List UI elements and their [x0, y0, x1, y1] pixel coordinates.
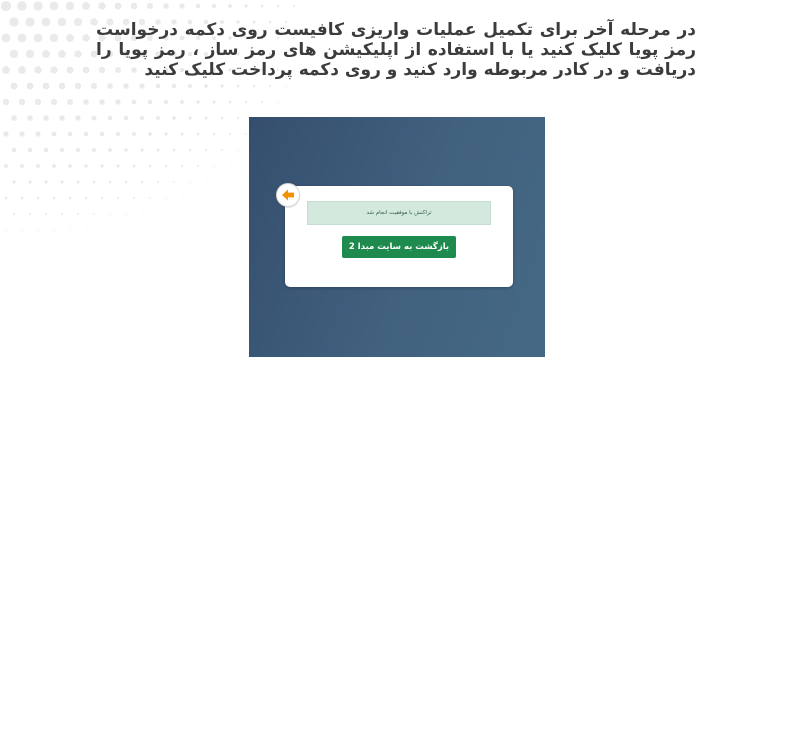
decorative-dot: [277, 5, 279, 7]
decorative-dot: [74, 18, 82, 26]
decorative-dot: [2, 34, 11, 43]
decorative-dot: [66, 2, 74, 10]
decorative-dot: [293, 5, 295, 7]
decorative-dot: [17, 1, 27, 11]
decorative-dot: [188, 84, 192, 88]
decorative-dot: [19, 131, 24, 136]
decorative-dot: [5, 197, 8, 200]
decorative-dot: [93, 181, 96, 184]
decorative-dot: [85, 229, 86, 230]
decorative-dot: [36, 164, 40, 168]
decorative-dot: [198, 198, 199, 199]
decorative-dot: [52, 164, 56, 168]
decorative-dot: [237, 149, 239, 151]
decorative-dot: [196, 100, 200, 104]
decorative-dot: [98, 2, 105, 9]
decorative-dot: [9, 17, 18, 26]
decorative-dot: [237, 117, 239, 119]
decorative-dot: [67, 99, 73, 105]
decorative-dot: [101, 197, 103, 199]
decorative-dot: [108, 116, 113, 121]
decorative-dot: [3, 131, 8, 136]
decorative-dot: [66, 66, 73, 73]
decorative-dot: [51, 131, 56, 136]
decorative-dot: [164, 100, 168, 104]
decorative-dot: [220, 84, 223, 87]
return-to-site-button[interactable]: بازگشت به سایت مبدا 2: [342, 236, 456, 258]
decorative-dot: [82, 34, 90, 42]
decorative-dot: [42, 50, 50, 58]
decorative-dot: [189, 181, 191, 183]
decorative-dot: [114, 2, 121, 9]
decorative-dot: [205, 117, 208, 120]
decorative-dot: [205, 181, 206, 182]
decorative-dot: [246, 166, 247, 167]
decorative-dot: [66, 34, 74, 42]
decorative-dot: [50, 34, 58, 42]
decorative-dot: [141, 213, 142, 214]
decorative-dot: [165, 197, 166, 198]
decorative-dot: [58, 50, 66, 58]
decorative-dot: [76, 148, 80, 152]
decorative-dot: [229, 101, 232, 104]
decorative-dot: [3, 99, 9, 105]
decorative-dot: [69, 229, 70, 230]
decorative-dot: [76, 180, 79, 183]
decorative-dot: [43, 115, 49, 121]
decorative-dot: [27, 115, 33, 121]
decorative-dot: [188, 116, 191, 119]
decorative-dot: [149, 197, 151, 199]
decorative-dot: [148, 100, 153, 105]
decorative-dot: [107, 83, 113, 89]
decorative-dot: [221, 149, 223, 151]
decorative-dot: [51, 99, 57, 105]
decorative-dot: [261, 101, 263, 103]
decorative-dot: [141, 181, 143, 183]
instruction-text: در مرحله آخر برای تکمیل عملیات واریزی کافیست روی دکمه درخواست رمز پویا کلیک کنید یا با استفاده از اپلیکیشن های رمز ساز ، رمز پویا را دریافت و در کادر مربوطه وارد کنید و روی دکمه پرداخت کلیک کنید: [96, 20, 696, 80]
decorative-dot: [10, 50, 18, 58]
result-dialog: [285, 186, 513, 287]
decorative-dot: [34, 34, 43, 43]
decorative-dot: [25, 17, 34, 26]
decorative-dot: [164, 132, 167, 135]
decorative-dot: [165, 165, 167, 167]
decorative-dot: [50, 66, 57, 73]
decorative-dot: [163, 3, 169, 9]
decorative-dot: [18, 34, 27, 43]
payment-result-screenshot: [249, 117, 545, 357]
decorative-dot: [132, 132, 136, 136]
decorative-dot: [133, 197, 135, 199]
decorative-dot: [116, 164, 119, 167]
decorative-dot: [93, 213, 95, 215]
decorative-dot: [4, 164, 8, 168]
decorative-dot: [101, 229, 102, 230]
arrow-left-icon: [280, 187, 296, 203]
decorative-dot: [213, 165, 215, 167]
decorative-dot: [148, 132, 152, 136]
decorative-dot: [33, 1, 42, 10]
decorative-dot: [21, 229, 23, 231]
decorative-dot: [53, 229, 54, 230]
decorative-dot: [124, 148, 128, 152]
decorative-dot: [237, 85, 240, 88]
decorative-dot: [156, 116, 160, 120]
decorative-dot: [35, 99, 41, 105]
decorative-dot: [37, 229, 38, 230]
decorative-dot: [140, 148, 143, 151]
decorative-dot: [244, 4, 247, 7]
decorative-dot: [179, 3, 184, 8]
decorative-dot: [91, 115, 96, 120]
decorative-dot: [84, 164, 88, 168]
decorative-dot: [131, 3, 138, 10]
decorative-dot: [19, 99, 25, 105]
decorative-dot: [60, 180, 63, 183]
decorative-dot: [197, 133, 200, 136]
decorative-dot: [125, 213, 126, 214]
decorative-dot: [45, 213, 47, 215]
decorative-dot: [12, 180, 15, 183]
decorative-dot: [213, 133, 215, 135]
decorative-dot: [2, 66, 10, 74]
decorative-dot: [68, 132, 73, 137]
decorative-dot: [172, 116, 176, 120]
decorative-dot: [18, 66, 26, 74]
decorative-dot: [173, 149, 176, 152]
decorative-dot: [84, 132, 89, 137]
decorative-dot: [99, 99, 105, 105]
decorative-dot: [205, 149, 207, 151]
decorative-dot: [117, 197, 119, 199]
decorative-dot: [212, 100, 215, 103]
decorative-dot: [285, 85, 287, 87]
decorative-dot: [11, 115, 17, 121]
decorative-dot: [253, 85, 255, 87]
decorative-dot: [37, 197, 40, 200]
decorative-dot: [261, 5, 264, 8]
decorative-dot: [53, 197, 56, 200]
decorative-dot: [14, 246, 15, 247]
decorative-dot: [44, 180, 47, 183]
decorative-dot: [59, 115, 65, 121]
decorative-dot: [293, 101, 294, 102]
decorative-dot: [44, 148, 48, 152]
decorative-dot: [157, 181, 159, 183]
decorative-dot: [156, 84, 161, 89]
decorative-dot: [75, 115, 80, 120]
decorative-dot: [75, 83, 81, 89]
decorative-dot: [245, 133, 247, 135]
decorative-dot: [115, 99, 120, 104]
decorative-dot: [109, 181, 112, 184]
decorative-dot: [100, 164, 103, 167]
decorative-dot: [157, 213, 158, 214]
decorative-dot: [222, 182, 223, 183]
decorative-dot: [83, 99, 89, 105]
decorative-dot: [109, 213, 111, 215]
decorative-dot: [118, 230, 119, 231]
decorative-dot: [100, 132, 104, 136]
decorative-dot: [60, 148, 64, 152]
decorative-dot: [83, 67, 90, 74]
decorative-dot: [20, 164, 24, 168]
decorative-dot: [181, 165, 183, 167]
decorative-dot: [27, 83, 34, 90]
decorative-dot: [147, 3, 153, 9]
decorative-dot: [269, 85, 271, 87]
decorative-dot: [77, 213, 79, 215]
decorative-dot: [28, 148, 33, 153]
decorative-dot: [42, 18, 51, 27]
decorative-dot: [13, 213, 15, 215]
decorative-dot: [197, 165, 199, 167]
decorative-dot: [189, 149, 191, 151]
decorative-dot: [74, 50, 81, 57]
decorative-dot: [149, 165, 152, 168]
decorative-dot: [29, 213, 31, 215]
decorative-dot: [116, 132, 120, 136]
decorative-dot: [28, 180, 31, 183]
decorative-dot: [12, 148, 17, 153]
decorative-dot: [196, 4, 201, 9]
decorative-dot: [139, 83, 144, 88]
success-message: تراکنش با موفقیت انجام شد: [307, 201, 491, 225]
decorative-dot: [92, 148, 96, 152]
decorative-dot: [173, 181, 175, 183]
decorative-dot: [228, 4, 232, 8]
decorative-dot: [69, 197, 72, 200]
back-button[interactable]: [277, 184, 299, 206]
decorative-dot: [204, 84, 208, 88]
decorative-dot: [229, 165, 230, 166]
decorative-dot: [30, 246, 31, 247]
decorative-dot: [10, 82, 17, 89]
decorative-dot: [21, 197, 24, 200]
decorative-dot: [5, 229, 7, 231]
decorative-dot: [140, 116, 144, 120]
decorative-dot: [133, 165, 136, 168]
decorative-dot: [35, 131, 40, 136]
decorative-dot: [61, 213, 63, 215]
decorative-dot: [124, 116, 129, 121]
decorative-dot: [245, 101, 247, 103]
decorative-dot: [26, 50, 34, 58]
decorative-dot: [91, 83, 97, 89]
decorative-dot: [277, 101, 279, 103]
decorative-dot: [68, 164, 72, 168]
decorative-dot: [108, 148, 112, 152]
decorative-dot: [123, 83, 129, 89]
decorative-dot: [221, 117, 224, 120]
decorative-dot: [58, 18, 66, 26]
decorative-dot: [172, 84, 176, 88]
decorative-dot: [1, 1, 11, 11]
decorative-dot: [43, 83, 50, 90]
decorative-dot: [229, 133, 231, 135]
decorative-dot: [46, 246, 47, 247]
decorative-dot: [180, 132, 183, 135]
decorative-dot: [50, 2, 59, 11]
decorative-dot: [59, 83, 66, 90]
decorative-dot: [125, 181, 128, 184]
decorative-dot: [132, 100, 137, 105]
decorative-dot: [180, 100, 184, 104]
decorative-dot: [156, 148, 159, 151]
decorative-dot: [212, 4, 216, 8]
decorative-dot: [34, 66, 42, 74]
decorative-dot: [85, 197, 87, 199]
decorative-dot: [181, 197, 182, 198]
decorative-dot: [82, 2, 90, 10]
